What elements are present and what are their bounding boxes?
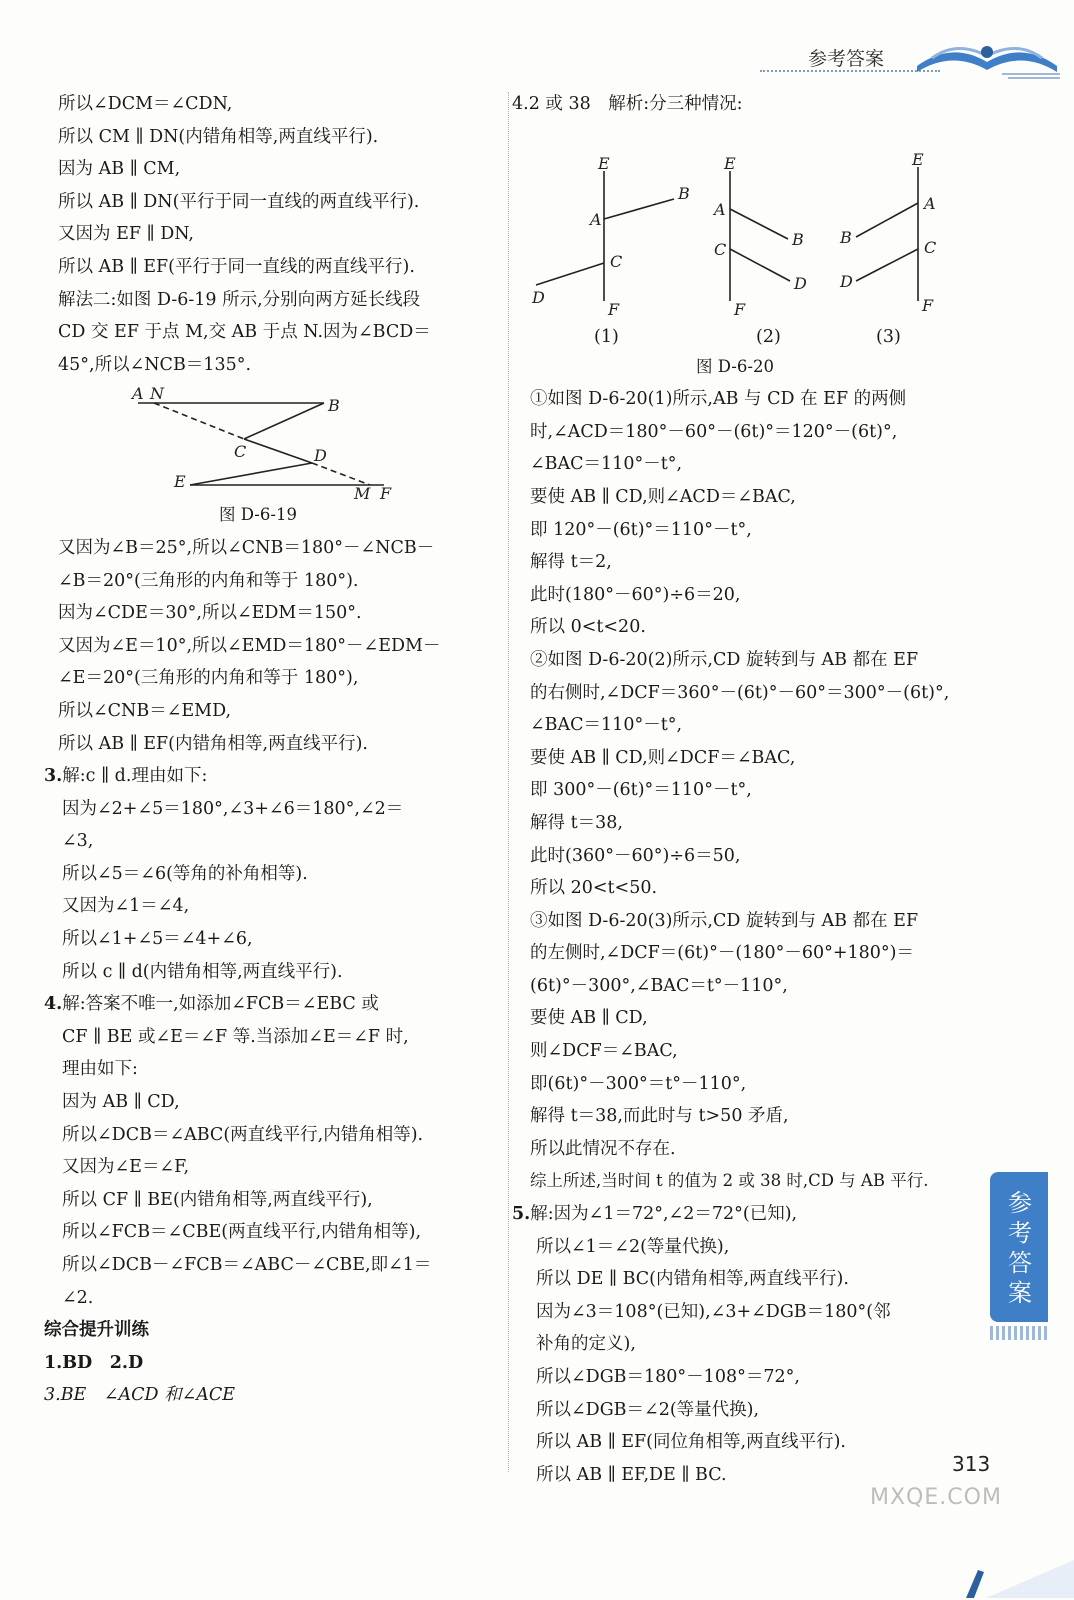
text-line: 即(6t)°－300°＝t°－110°, <box>530 1073 747 1094</box>
text-line: 所以∠5＝∠6(等角的补角相等). <box>62 863 308 884</box>
label-d: D <box>314 446 327 466</box>
answer-line: 1.BD 2.D <box>44 1352 144 1373</box>
text-line: 所以∠DCB＝∠ABC(两直线平行,内错角相等). <box>62 1124 424 1145</box>
line-bc <box>244 403 324 439</box>
text-line: 补角的定义), <box>536 1334 636 1355</box>
line-de <box>190 463 312 485</box>
text-line: 要使 AB ∥ CD,则∠ACD＝∠BAC, <box>530 486 796 507</box>
text-line: 又因为 EF ∥ DN, <box>58 224 194 245</box>
label-c: C <box>924 237 937 257</box>
corner-brush-icon <box>956 1530 1074 1600</box>
sub-caption: (2) <box>756 326 781 347</box>
text-line: 所以 AB ∥ EF(内错角相等,两直线平行). <box>58 733 368 754</box>
answer-line: 3.BE ∠ACD 和∠ACE <box>44 1385 236 1406</box>
label-a: A <box>714 199 726 219</box>
label-d: D <box>532 287 545 307</box>
text-line: 所以∠FCB＝∠CBE(两直线平行,内错角相等), <box>62 1222 422 1243</box>
question-4-head: 4.2 或 38 解析:分三种情况: <box>512 94 743 114</box>
text-line: CD 交 EF 于点 M,交 AB 于点 N.因为∠BCD＝ <box>58 322 431 343</box>
text-line: 因为∠3＝108°(已知),∠3+∠DGB＝180°(邻 <box>536 1301 891 1322</box>
label-b: B <box>328 396 340 416</box>
text-line: (6t)°－300°,∠BAC＝t°－110°, <box>530 975 788 996</box>
label-f: F <box>608 299 620 319</box>
line-ab <box>604 199 674 219</box>
case-1 <box>530 383 990 644</box>
section-title: 综合提升训练 <box>44 1320 149 1341</box>
text-line: ∠BAC＝110°－t°, <box>530 454 683 475</box>
question-4 <box>44 988 498 1314</box>
text-line: 所以∠DCM＝∠CDN, <box>58 94 233 114</box>
text-line: 因为 AB ∥ CD, <box>62 1092 180 1113</box>
text-line: ②如图 D-6-20(2)所示,CD 旋转到与 AB 都在 EF <box>530 649 919 670</box>
line-cd <box>856 249 918 281</box>
figure-d-6-20 <box>530 121 980 321</box>
extension-dm <box>312 463 370 485</box>
figure-caption: 图 D-6-19 <box>219 505 297 525</box>
header-book-logo-icon <box>912 36 1062 80</box>
text-line: 要使 AB ∥ CD,则∠DCF＝∠BAC, <box>530 747 796 768</box>
side-tab-answers <box>990 1172 1048 1322</box>
label-f: F <box>734 299 746 319</box>
text-line: 此时(180°－60°)÷6＝20, <box>530 584 741 605</box>
question-number: 3. <box>44 766 63 787</box>
text-line: 解得 t＝38, <box>530 812 623 833</box>
text-line: 即 300°－(6t)°＝110°－t°, <box>530 780 752 801</box>
text-line: 又因为∠B＝25°,所以∠CNB＝180°－∠NCB－ <box>58 537 435 558</box>
page-number: 313 <box>952 1452 991 1476</box>
text-line: 解:c ∥ d.理由如下: <box>62 766 208 787</box>
text-line: 所以∠CNB＝∠EMD, <box>58 700 232 721</box>
label-e: E <box>724 153 736 173</box>
sub-captions-row <box>530 321 990 351</box>
text-line: ∠3, <box>62 831 94 852</box>
text-line: 所以 DE ∥ BC(内错角相等,两直线平行). <box>536 1269 849 1290</box>
label-c: C <box>234 442 247 462</box>
text-line: 因为∠CDE＝30°,所以∠EDM＝150°. <box>58 603 362 624</box>
text-line: 所以 20<t<50. <box>530 878 658 899</box>
label-e: E <box>174 472 186 492</box>
header-title: 参考答案 <box>808 48 885 70</box>
label-a: A <box>590 209 602 229</box>
text-line: 所以∠1＝∠2(等量代换), <box>536 1236 730 1257</box>
text-line: 则∠DCF＝∠BAC, <box>530 1041 678 1062</box>
text-line: CF ∥ BE 或∠E＝∠F 等.当添加∠E＝∠F 时, <box>62 1026 409 1047</box>
text-line: 所以 CM ∥ DN(内错角相等,两直线平行). <box>58 126 379 147</box>
text-line: ∠2. <box>62 1287 94 1308</box>
line-cd <box>244 439 312 463</box>
text-line: 所以此情况不存在. <box>530 1138 676 1159</box>
case-3 <box>530 905 990 1198</box>
text-line: ①如图 D-6-20(1)所示,AB 与 CD 在 EF 的两侧 <box>530 389 907 410</box>
text-line: 所以∠DGB＝∠2(等量代换), <box>536 1399 760 1420</box>
text-line: 因为∠2+∠5＝180°,∠3+∠6＝180°,∠2＝ <box>62 798 404 819</box>
text-line: ③如图 D-6-20(3)所示,CD 旋转到与 AB 都在 EF <box>530 910 919 931</box>
text-line: 所以∠DCB－∠FCB＝∠ABC－∠CBE,即∠1＝ <box>62 1255 432 1275</box>
text-line: 所以∠1+∠5＝∠4+∠6, <box>62 929 253 950</box>
text-line: 所以∠DGB＝180°－108°＝72°, <box>536 1367 800 1387</box>
text-line: 又因为∠E＝∠F, <box>62 1157 190 1178</box>
column-divider <box>508 92 509 1472</box>
text-line: 所以 AB ∥ DN(平行于同一直线的两直线平行). <box>58 191 420 212</box>
text-line: 此时(360°－60°)÷6＝50, <box>530 845 741 866</box>
right-column <box>512 88 990 1491</box>
text-line: 所以 0<t<20. <box>530 617 646 638</box>
text-line: 所以 AB ∥ EF,DE ∥ BC. <box>536 1464 727 1485</box>
text-line: 的左侧时,∠DCF＝(6t)°－(180°－60°+180°)＝ <box>530 943 914 964</box>
text-line: ∠E＝20°(三角形的内角和等于 180°), <box>58 668 359 689</box>
sub-caption: (1) <box>594 326 619 347</box>
question-3 <box>44 760 498 988</box>
text-line: 解:因为∠1＝72°,∠2＝72°(已知), <box>530 1204 798 1225</box>
label-b: B <box>678 183 690 203</box>
label-a: A <box>132 384 144 404</box>
text-line: 所以 c ∥ d(内错角相等,两直线平行). <box>62 961 343 982</box>
watermark: MXQE.COM <box>870 1485 1002 1510</box>
sub-caption: (3) <box>876 326 901 347</box>
text-line: 解得 t＝38,而此时与 t>50 矛盾, <box>530 1106 789 1127</box>
text-line: 又因为∠E＝10°,所以∠EMD＝180°－∠EDM－ <box>58 635 441 656</box>
left-block-1 <box>58 88 498 381</box>
line-ab <box>856 203 918 237</box>
extension-cn <box>154 403 244 439</box>
text-line: 解得 t＝2, <box>530 552 612 573</box>
text-line: ∠BAC＝110°－t°, <box>530 715 683 736</box>
label-b: B <box>792 229 804 249</box>
text-line: 所以 AB ∥ EF(平行于同一直线的两直线平行). <box>58 256 415 277</box>
text-line: 解:答案不唯一,如添加∠FCB＝∠EBC 或 <box>62 994 379 1015</box>
label-c: C <box>714 239 727 259</box>
text-line: 45°,所以∠NCB＝135°. <box>58 354 252 375</box>
label-m: M <box>354 484 371 500</box>
left-column <box>44 88 498 1412</box>
question-5 <box>512 1198 990 1491</box>
line-ab <box>730 209 788 239</box>
case-2 <box>530 644 990 905</box>
label-f: F <box>922 295 934 315</box>
label-b: B <box>840 227 852 247</box>
text-line: 即 120°－(6t)°＝110°－t°, <box>530 519 752 540</box>
side-tab-stripes <box>990 1326 1048 1340</box>
text-line: 因为 AB ∥ CM, <box>58 159 181 180</box>
text-line: 所以 AB ∥ EF(同位角相等,两直线平行). <box>536 1432 846 1453</box>
text-line: 的右侧时,∠DCF＝360°－(6t)°－60°＝300°－(6t)°, <box>530 682 950 703</box>
text-line: 解法二:如图 D-6-19 所示,分别向两方延长线段 <box>58 289 421 310</box>
figure-caption: 图 D-6-20 <box>696 356 774 376</box>
text-line: 综上所述,当时间 t 的值为 2 或 38 时,CD 与 AB 平行. <box>530 1171 929 1191</box>
figure-d-6-19 <box>58 381 498 499</box>
text-line: 时,∠ACD＝180°－60°－(6t)°＝120°－(6t)°, <box>530 421 898 442</box>
label-e: E <box>912 149 924 169</box>
label-d: D <box>794 273 807 293</box>
question-number: 5. <box>512 1204 531 1225</box>
side-tab-label: 参考答案 <box>1008 1189 1032 1307</box>
label-e: E <box>598 153 610 173</box>
text-line: 理由如下: <box>62 1059 138 1080</box>
line-cd <box>730 249 790 281</box>
text-line: ∠B＝20°(三角形的内角和等于 180°). <box>58 570 359 591</box>
label-c: C <box>610 251 623 271</box>
question-number: 4. <box>44 994 63 1015</box>
label-a: A <box>924 193 936 213</box>
line-cd <box>536 263 604 285</box>
text-line: 所以 CF ∥ BE(内错角相等,两直线平行), <box>62 1189 373 1210</box>
label-d: D <box>840 271 853 291</box>
text-line: 又因为∠1＝∠4, <box>62 896 190 917</box>
label-f: F <box>380 484 392 500</box>
label-n: N <box>150 384 164 404</box>
text-line: 要使 AB ∥ CD, <box>530 1008 648 1029</box>
left-block-2 <box>58 532 498 760</box>
